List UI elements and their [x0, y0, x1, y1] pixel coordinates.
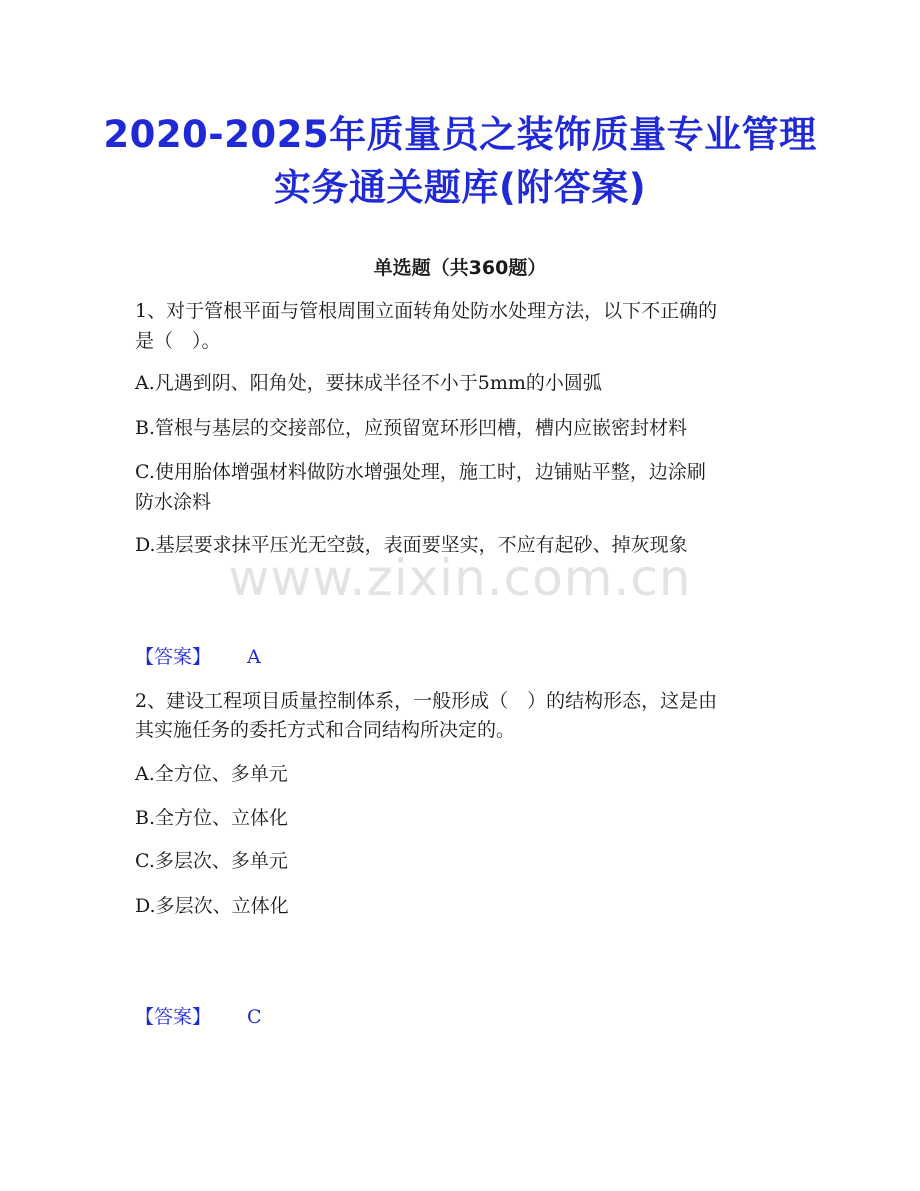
watermark: www.zixin.com.cn: [228, 549, 692, 607]
question-2-answer: [135, 1002, 262, 1032]
question-1-stem-line-2: 是（ ）。: [135, 330, 221, 352]
question-2-stem-line-2: 其实施任务的委托方式和合同结构所决定的。: [135, 719, 516, 741]
document-title-line-2: 实务通关题库(附答案): [273, 166, 647, 209]
question-2-option-d: D.多层次、立体化: [135, 895, 289, 917]
answer-label: 【答案】: [135, 646, 212, 668]
question-1-answer: [135, 642, 261, 672]
question-1-option-d: D.基层要求抹平压光无空鼓，表面要坚实，不应有起砂、掉灰现象: [135, 534, 688, 556]
question-1-option-c-line-2: 防水涂料: [135, 491, 212, 513]
section-heading: 单选题（共360题）: [373, 257, 547, 279]
answer-value: A: [247, 646, 261, 668]
question-1-option-a: A.凡遇到阴、阳角处，要抹成半径不小于5mm的小圆弧: [135, 372, 602, 394]
question-1-stem-line-1: 1、对于管根平面与管根周围立面转角处防水处理方法，以下不正确的: [135, 300, 718, 322]
question-2-option-b: B.全方位、立体化: [135, 807, 289, 829]
question-1-option-b: B.管根与基层的交接部位，应预留宽环形凹槽，槽内应嵌密封材料: [135, 417, 688, 439]
document-title-line-1: 2020-2025年质量员之装饰质量专业管理: [103, 113, 817, 156]
question-1-option-c-line-1: C.使用胎体增强材料做防水增强处理，施工时，边铺贴平整，边涂刷: [135, 461, 706, 483]
answer-value: C: [247, 1006, 262, 1028]
question-2-option-a: A.全方位、多单元: [135, 763, 288, 785]
question-2-option-c: C.多层次、多单元: [135, 850, 288, 872]
question-2-stem-line-1: 2、建设工程项目质量控制体系，一般形成（ ）的结构形态，这是由: [135, 690, 718, 712]
answer-label: 【答案】: [135, 1006, 212, 1028]
